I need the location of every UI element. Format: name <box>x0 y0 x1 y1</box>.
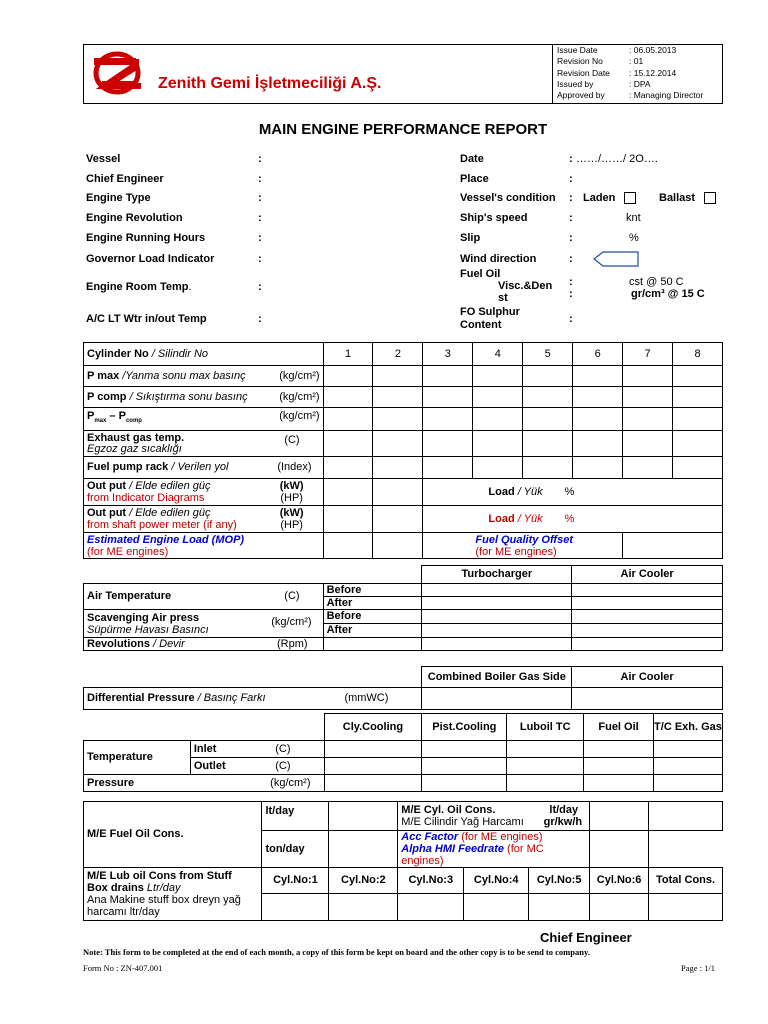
colon: : <box>569 212 573 224</box>
table-row <box>84 566 723 584</box>
cylinder-no-header: Cylinder No / Silindir No <box>84 343 324 366</box>
air-cooler-header: Air Cooler <box>572 566 723 584</box>
colon: : <box>258 153 262 165</box>
after-label: After <box>323 597 422 610</box>
input-cell[interactable] <box>653 741 722 758</box>
cyl-oil-label: M/E Cyl. Oil Cons. lt/day M/E Cilindir Yağ Harcamı gr/kw/h <box>398 802 590 831</box>
ship-speed-label: Ship's speed <box>460 212 528 224</box>
input-cell[interactable] <box>422 597 572 610</box>
input-cell[interactable] <box>573 408 623 431</box>
table-row <box>84 533 723 559</box>
input-cell[interactable] <box>653 775 722 792</box>
table-row <box>84 741 723 758</box>
pressure-label: Pressure (kg/cm²) <box>84 775 325 792</box>
col-header: Pist.Cooling <box>422 714 507 741</box>
scav-label: (kg/cm²) Scavenging Air press Süpürme Havası Basıncı <box>84 610 324 638</box>
cylinder-table <box>83 342 723 559</box>
input-cell[interactable] <box>373 506 423 533</box>
input-cell[interactable] <box>673 408 723 431</box>
input-cell[interactable] <box>329 831 398 868</box>
consumption-table <box>83 801 723 921</box>
input-cell[interactable] <box>324 775 422 792</box>
col-header: T/C Exh. Gas <box>653 714 722 741</box>
colon: : <box>569 173 573 185</box>
colon: : <box>569 192 573 204</box>
vessel-label: Vessel <box>86 153 121 165</box>
input-cell[interactable] <box>423 408 473 431</box>
load-cell: Load / Yük % <box>423 506 723 533</box>
slip-unit: % <box>629 232 639 244</box>
input-cell[interactable] <box>373 479 423 506</box>
input-cell[interactable] <box>422 775 507 792</box>
est-load-label: Estimated Engine Load (MOP) (for ME engines) <box>84 533 324 559</box>
table-row <box>84 457 723 479</box>
output-shaft-label: (kW) (HP) Out put / Elde edilen güç from shaft power meter (if any) <box>84 506 324 533</box>
colon: : <box>258 212 262 224</box>
input-cell[interactable] <box>572 624 723 638</box>
fuel-quality-label: Fuel Quality Offset (for ME engines) <box>423 533 623 559</box>
colon: : <box>569 313 573 325</box>
diff-pressure-label: Differential Pressure / Basınç Farkı (mmWC) <box>84 688 422 710</box>
density-unit: gr/cm³ @ 15 C <box>631 288 705 300</box>
wind-arrow-icon <box>593 251 639 267</box>
engine-revolution-label: Engine Revolution <box>86 212 183 224</box>
place-label: Place <box>460 173 489 185</box>
after-label: After <box>323 624 422 638</box>
input-cell[interactable] <box>523 408 573 431</box>
input-cell[interactable] <box>572 638 723 651</box>
input-cell[interactable] <box>323 533 373 559</box>
governor-load-label: Governor Load Indicator <box>86 253 215 265</box>
before-label: Before <box>323 584 422 597</box>
temperature-table <box>83 713 723 792</box>
col-header: Cly.Cooling <box>324 714 422 741</box>
input-cell[interactable] <box>623 431 673 457</box>
cyl-no-header: Cyl.No:4 <box>464 868 529 894</box>
acc-factor-label: Acc Factor (for ME engines) Alpha HMI Feedrate (for MC engines) <box>398 831 590 868</box>
table-row <box>84 868 723 894</box>
cyl-header: 8 <box>673 343 723 366</box>
sulphur-label: FO Sulphur Content <box>460 306 520 331</box>
input-cell[interactable] <box>323 506 373 533</box>
input-cell[interactable] <box>590 894 649 921</box>
input-cell[interactable] <box>422 610 572 624</box>
input-cell[interactable] <box>373 431 423 457</box>
input-cell[interactable] <box>584 775 654 792</box>
ac-lt-label: A/C LT Wtr in/out Temp <box>86 313 207 325</box>
chief-engineer-label: Chief Engineer <box>86 173 164 185</box>
input-cell[interactable] <box>529 894 590 921</box>
pmax-label: P max /Yanma sonu max basınç (kg/cm²) <box>84 366 324 387</box>
input-cell[interactable] <box>623 457 673 479</box>
input-cell[interactable] <box>572 597 723 610</box>
input-cell[interactable] <box>473 387 523 408</box>
outlet-label: Outlet (C) <box>190 758 324 775</box>
input-cell[interactable] <box>572 688 723 710</box>
air-temp-label: Air Temperature (C) <box>84 584 324 610</box>
input-cell[interactable] <box>323 638 422 651</box>
input-cell[interactable] <box>422 624 572 638</box>
revolutions-label: Revolutions / Devir (Rpm) <box>84 638 324 651</box>
slip-label: Slip <box>460 232 481 244</box>
table-row <box>84 610 723 624</box>
before-label: Before <box>323 610 422 624</box>
table-row <box>84 667 723 688</box>
colon: : <box>569 253 573 265</box>
air-cooler-header: Air Cooler <box>572 667 723 688</box>
input-cell[interactable] <box>373 366 423 387</box>
input-cell[interactable] <box>584 758 654 775</box>
table-row <box>84 638 723 651</box>
input-cell[interactable] <box>573 387 623 408</box>
output-indicator-label: (kW) (HP) Out put / Elde edilen güç from Indicator Diagrams <box>84 479 324 506</box>
input-cell[interactable] <box>324 758 422 775</box>
input-cell[interactable] <box>373 387 423 408</box>
input-cell[interactable] <box>507 758 584 775</box>
colon: : <box>569 276 573 288</box>
input-cell[interactable] <box>262 894 329 921</box>
input-cell[interactable] <box>422 741 507 758</box>
table-row <box>84 408 723 431</box>
cyl-no-header: Cyl.No:6 <box>590 868 649 894</box>
engine-running-hours-label: Engine Running Hours <box>86 232 206 244</box>
colon: : <box>258 313 262 325</box>
input-cell[interactable] <box>324 741 422 758</box>
input-cell[interactable] <box>523 387 573 408</box>
exhaust-label: (C) Exhaust gas temp. Egzoz gaz sıcaklığı <box>84 431 324 457</box>
input-cell[interactable] <box>523 366 573 387</box>
laden-option[interactable]: Laden <box>583 192 636 204</box>
ballast-checkbox[interactable] <box>704 192 716 204</box>
colon: : <box>258 281 262 293</box>
footer-note: Note: This form to be completed at the end of each month, a copy of this form be kept on board and the other copy is to be send to company. <box>83 947 590 957</box>
cyl-header: 6 <box>573 343 623 366</box>
page-title: MAIN ENGINE PERFORMANCE REPORT <box>258 121 548 138</box>
input-cell[interactable] <box>590 831 649 868</box>
input-cell[interactable] <box>673 387 723 408</box>
input-cell[interactable] <box>584 741 654 758</box>
blank <box>84 714 325 741</box>
cyl-header: 2 <box>373 343 423 366</box>
input-cell[interactable] <box>373 457 423 479</box>
cyl-no-header: Cyl.No:2 <box>329 868 398 894</box>
date-label: Date <box>460 153 484 165</box>
load-cell: Load / Yük % <box>423 479 723 506</box>
table-row <box>84 584 723 597</box>
header-meta: Issue Date : 06.05.2013 Revision No : 01 Revision Date : 15.12.2014 Issued by : DPA Approved by : Managing Director <box>557 45 704 101</box>
input-cell[interactable] <box>507 741 584 758</box>
table-row <box>84 343 723 366</box>
lt-day-label: lt/day <box>262 802 329 831</box>
input-cell[interactable] <box>573 366 623 387</box>
company-logo <box>92 50 142 96</box>
input-cell[interactable] <box>422 584 572 597</box>
input-cell[interactable] <box>323 387 373 408</box>
input-cell[interactable] <box>623 533 723 559</box>
input-cell[interactable] <box>653 758 722 775</box>
cyl-header: 1 <box>323 343 373 366</box>
input-cell[interactable] <box>473 366 523 387</box>
col-header: Luboil TC <box>507 714 584 741</box>
colon: : <box>569 232 573 244</box>
table-row <box>84 431 723 457</box>
input-cell[interactable] <box>523 457 573 479</box>
input-cell[interactable] <box>572 610 723 624</box>
boiler-header: Combined Boiler Gas Side <box>422 667 572 688</box>
table-row <box>84 802 723 831</box>
page-number: Page : 1/1 <box>681 963 715 973</box>
inlet-label: Inlet (C) <box>190 741 324 758</box>
temperature-label: Temperature <box>84 741 191 775</box>
turbocharger-header: Turbocharger <box>422 566 572 584</box>
table-row <box>84 775 723 792</box>
colon: : <box>258 253 262 265</box>
ton-day-label: ton/day <box>262 831 329 868</box>
input-cell[interactable] <box>573 431 623 457</box>
blank <box>323 566 422 584</box>
colon: : <box>258 232 262 244</box>
colon: : <box>258 192 262 204</box>
fuel-rack-label: Fuel pump rack / Verilen yol (Index) <box>84 457 324 479</box>
cyl-no-header: Cyl.No:5 <box>529 868 590 894</box>
input-cell[interactable] <box>507 775 584 792</box>
input-cell[interactable] <box>649 802 723 831</box>
col-header: Fuel Oil <box>584 714 654 741</box>
input-cell[interactable] <box>323 457 373 479</box>
input-cell[interactable] <box>323 366 373 387</box>
input-cell[interactable] <box>423 366 473 387</box>
engine-room-temp-label: Engine Room Temp. <box>86 281 192 293</box>
input-cell[interactable] <box>373 533 423 559</box>
input-cell[interactable] <box>464 894 529 921</box>
wind-label: Wind direction <box>460 253 537 265</box>
input-cell[interactable] <box>422 688 572 710</box>
header-divider <box>552 44 553 104</box>
colon: : <box>569 288 573 300</box>
date-value: ……/……/ 2O…. <box>576 153 658 165</box>
cyl-header: 7 <box>623 343 673 366</box>
colon: : <box>258 173 262 185</box>
company-name: Zenith Gemi İşletmeciliği A.Ş. <box>158 75 382 92</box>
lub-oil-label: M/E Lub oil Cons from Stuff Box drains Ltr/day Ana Makine stuff box dreyn yağ harcamı ltr/day <box>84 868 262 921</box>
blank <box>649 831 723 868</box>
form-number: Form No : ZN-407.001 <box>83 963 163 973</box>
input-cell[interactable] <box>329 894 398 921</box>
table-row <box>84 366 723 387</box>
pcomp-label: P comp / Sıkıştırma sonu basınç (kg/cm²) <box>84 387 324 408</box>
input-cell[interactable] <box>673 431 723 457</box>
input-cell[interactable] <box>572 584 723 597</box>
engine-type-label: Engine Type <box>86 192 151 204</box>
input-cell[interactable] <box>422 638 572 651</box>
cyl-header: 4 <box>473 343 523 366</box>
input-cell[interactable] <box>329 802 398 831</box>
input-cell[interactable] <box>423 431 473 457</box>
cyl-no-header: Cyl.No:3 <box>398 868 464 894</box>
cyl-no-header: Cyl.No:1 <box>262 868 329 894</box>
input-cell[interactable] <box>373 408 423 431</box>
input-cell[interactable] <box>623 387 673 408</box>
input-cell[interactable] <box>323 408 373 431</box>
laden-checkbox[interactable] <box>624 192 636 204</box>
chief-engineer-signature-label: Chief Engineer <box>540 930 632 945</box>
input-cell[interactable] <box>673 457 723 479</box>
table-row <box>84 506 723 533</box>
me-fuel-oil-label: M/E Fuel Oil Cons. <box>84 802 262 868</box>
input-cell[interactable] <box>590 802 649 831</box>
table-row <box>84 688 723 710</box>
input-cell[interactable] <box>623 408 673 431</box>
blank <box>84 667 422 688</box>
input-cell[interactable] <box>573 457 623 479</box>
fuel-oil-label: Fuel Oil Visc.&Den st <box>460 268 553 304</box>
input-cell[interactable] <box>423 457 473 479</box>
boiler-table <box>83 666 723 710</box>
input-cell[interactable] <box>473 408 523 431</box>
input-cell[interactable] <box>623 366 673 387</box>
input-cell[interactable] <box>422 758 507 775</box>
input-cell[interactable] <box>523 431 573 457</box>
input-cell[interactable] <box>473 457 523 479</box>
table-row <box>84 479 723 506</box>
input-cell[interactable] <box>323 431 373 457</box>
blank <box>84 566 324 584</box>
condition-label: Vessel's condition <box>460 192 556 204</box>
total-cons-header: Total Cons. <box>649 868 723 894</box>
input-cell[interactable] <box>323 479 373 506</box>
table-row <box>84 387 723 408</box>
input-cell[interactable] <box>423 387 473 408</box>
input-cell[interactable] <box>398 894 464 921</box>
cyl-header: 3 <box>423 343 473 366</box>
colon: : <box>569 153 573 165</box>
ballast-option[interactable]: Ballast <box>659 192 716 204</box>
visc-unit: cst @ 50 C <box>629 276 684 288</box>
table-row <box>84 714 723 741</box>
pdiff-label: $P_{max} - P_{comp}$ (kg/cm²) <box>84 408 324 431</box>
input-cell[interactable] <box>473 431 523 457</box>
input-cell[interactable] <box>673 366 723 387</box>
cyl-header: 5 <box>523 343 573 366</box>
turbo-table <box>83 565 723 651</box>
speed-unit: knt <box>626 212 641 224</box>
input-cell[interactable] <box>649 894 723 921</box>
